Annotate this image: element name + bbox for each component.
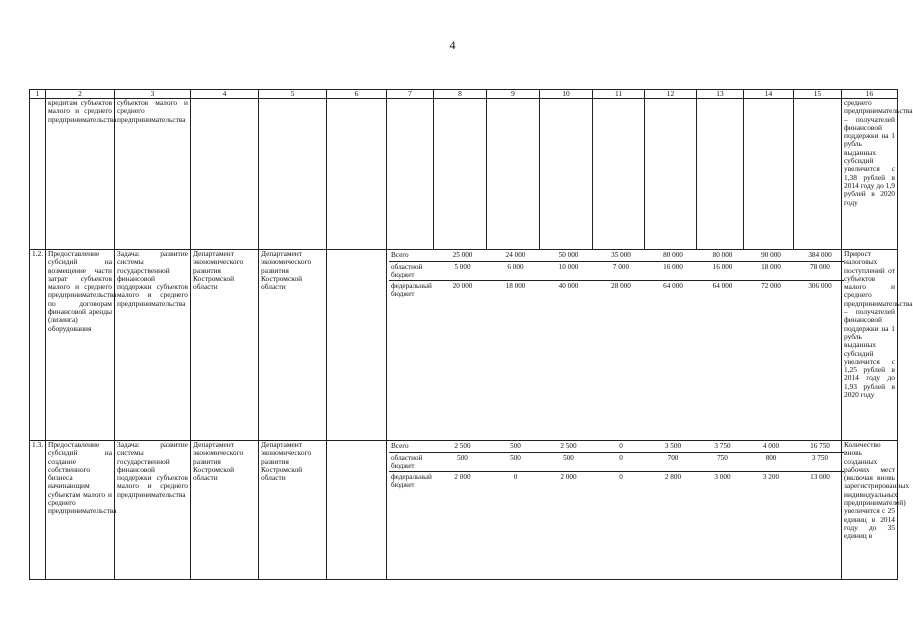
measure-name: кредитам субъектов малого и среднего предпринимательства: [46, 99, 115, 250]
budget-block: [387, 250, 842, 441]
header-cell: 9: [487, 90, 540, 99]
empty-cell: [794, 99, 842, 250]
budget-value: 18 000: [746, 262, 796, 281]
header-cell: 10: [540, 90, 593, 99]
header-cell: 5: [259, 90, 327, 99]
program-table: [29, 89, 913, 580]
budget-value: 4 000: [746, 441, 796, 453]
budget-value: 7 000: [595, 262, 647, 281]
budget-value: 2 500: [542, 441, 595, 453]
empty-cell: [487, 99, 540, 250]
empty-cell: [327, 250, 387, 441]
budget-value: 0: [513, 473, 518, 481]
empty-cell: [697, 99, 744, 250]
budget-label: федеральный бюджет: [391, 282, 432, 298]
budget-label: Всего: [389, 441, 436, 453]
responsible-executor: Департамент экономического развития Костромской области: [191, 441, 259, 580]
empty-cell: [434, 99, 487, 250]
row-number: 1.3.: [30, 441, 46, 580]
budget-value: 72 000: [761, 282, 781, 290]
header-cell: 2: [46, 90, 115, 99]
empty-cell: [327, 441, 387, 580]
budget-value: 18 000: [505, 282, 526, 290]
task-description: субъектов малого и среднего предпринимательства: [115, 99, 191, 250]
budget-value: 35 000: [595, 250, 647, 262]
budget-label: областной бюджет: [389, 453, 436, 472]
empty-cell: [645, 99, 697, 250]
budget-value: 0: [595, 453, 647, 472]
budget-value: 3 200: [762, 473, 780, 481]
budget-value: 3 000: [714, 473, 731, 481]
budget-value: 64 000: [712, 282, 733, 290]
budget-value: 800: [746, 453, 796, 472]
header-cell: 12: [645, 90, 697, 99]
expected-result: Количество вновь созданных рабочих мест (включая вновь зарегистрированных индивидуальных предпринимателей) увеличится с 25 единиц в 2014 году до 35 единиц в: [842, 441, 898, 580]
empty-cell: [387, 99, 434, 250]
budget-value: 0: [619, 473, 623, 481]
empty-cell: [593, 99, 645, 250]
budget-value: 64 000: [663, 282, 683, 290]
header-cell: 6: [327, 90, 387, 99]
budget-value: 2 000: [560, 473, 577, 481]
budget-value: 2 000: [454, 473, 471, 481]
budget-row: [389, 472, 844, 491]
budget-value: 90 000: [746, 250, 796, 262]
header-cell: 1: [30, 90, 46, 99]
header-cell: 7: [387, 90, 434, 99]
budget-table: [389, 250, 844, 299]
task-description: Задача: развитие системы государственной финансовой поддержки субъектов малого и среднего предпринимательства: [115, 250, 191, 441]
budget-value: 6 000: [489, 262, 542, 281]
budget-value: 3 750: [796, 453, 844, 472]
co-executor: Департамент экономического развития Костромской области: [259, 250, 327, 441]
budget-label: федеральный бюджет: [391, 473, 432, 489]
header-cell: 8: [434, 90, 487, 99]
budget-row: [389, 441, 844, 453]
empty-cell: [327, 99, 387, 250]
responsible-executor: Департамент экономического развития Костромской области: [191, 250, 259, 441]
budget-value: 500: [489, 441, 542, 453]
budget-value: 3 500: [647, 441, 699, 453]
budget-value: 50 000: [542, 250, 595, 262]
budget-value: 306 000: [808, 282, 832, 290]
budget-value: 24 000: [489, 250, 542, 262]
responsible-executor: [191, 99, 259, 250]
header-cell: 3: [115, 90, 191, 99]
budget-value: 16 750: [796, 441, 844, 453]
budget-value: 700: [647, 453, 699, 472]
budget-value: 2 800: [664, 473, 682, 481]
table-row: [30, 99, 898, 250]
budget-value: 40 000: [558, 282, 579, 290]
budget-value: 500: [542, 453, 595, 472]
header-cell: 15: [794, 90, 842, 99]
header-cell: 16: [842, 90, 898, 99]
table-row: [30, 441, 898, 580]
header-cell: 4: [191, 90, 259, 99]
expected-result: Прирост налоговых поступлений от субъектов малого и среднего предпринимательства – получателей финансовой поддержки на 1 рубль выданных субсидий увеличится с 1,25 рублей в 2014 году до 1,93 рублей в 2020 году: [842, 250, 898, 441]
header-cell: 11: [593, 90, 645, 99]
co-executor: Департамент экономического развития Костромской области: [259, 441, 327, 580]
budget-value: 3 750: [699, 441, 746, 453]
budget-value: 500: [489, 453, 542, 472]
budget-value: 16 000: [699, 262, 746, 281]
budget-row: [389, 453, 844, 472]
header-cell: 13: [697, 90, 744, 99]
budget-label: областной бюджет: [389, 262, 436, 281]
budget-table: [389, 441, 844, 490]
budget-value: 2 500: [436, 441, 489, 453]
budget-row: [389, 262, 844, 281]
measure-name: Предоставление субсидий на создание собственного бизнеса начинающим субъектам малого и среднего предпринимательства: [46, 441, 115, 580]
budget-value: 10 000: [542, 262, 595, 281]
budget-value: 0: [595, 441, 647, 453]
budget-value: 750: [699, 453, 746, 472]
row-number: [30, 99, 46, 250]
budget-value: 20 000: [452, 282, 473, 290]
budget-value: 5 000: [436, 262, 489, 281]
co-executor: [259, 99, 327, 250]
table-row: [30, 250, 898, 441]
budget-value: 500: [436, 453, 489, 472]
budget-value: 78 000: [796, 262, 844, 281]
row-number: 1.2.: [30, 250, 46, 441]
budget-value: 28 000: [611, 282, 631, 290]
task-description: Задача: развитие системы государственной финансовой поддержки субъектов малого и среднего предпринимательства: [115, 441, 191, 580]
expected-result: среднего предпринимательства – получателей финансовой поддержки на 1 рубль выданных субсидий увеличится с 1,38 рублей в 2014 году до 1,9 рублей в 2020 году: [842, 99, 898, 250]
header-cell: 14: [744, 90, 794, 99]
budget-value: 16 000: [647, 262, 699, 281]
budget-row: [389, 281, 844, 300]
empty-cell: [744, 99, 794, 250]
empty-cell: [540, 99, 593, 250]
page-number: 4: [449, 38, 456, 52]
budget-block: [387, 441, 842, 580]
budget-value: 80 000: [647, 250, 699, 262]
budget-value: 25 000: [436, 250, 489, 262]
budget-value: 13 000: [810, 473, 830, 481]
measure-name: Предоставление субсидий на возмещение части затрат субъектов малого и среднего предпринимательства по договорам финансовой аренды (лизинга) оборудования: [46, 250, 115, 441]
budget-row: [389, 250, 844, 262]
budget-value: 384 000: [796, 250, 844, 262]
budget-label: Всего: [389, 250, 436, 262]
budget-value: 80 000: [699, 250, 746, 262]
